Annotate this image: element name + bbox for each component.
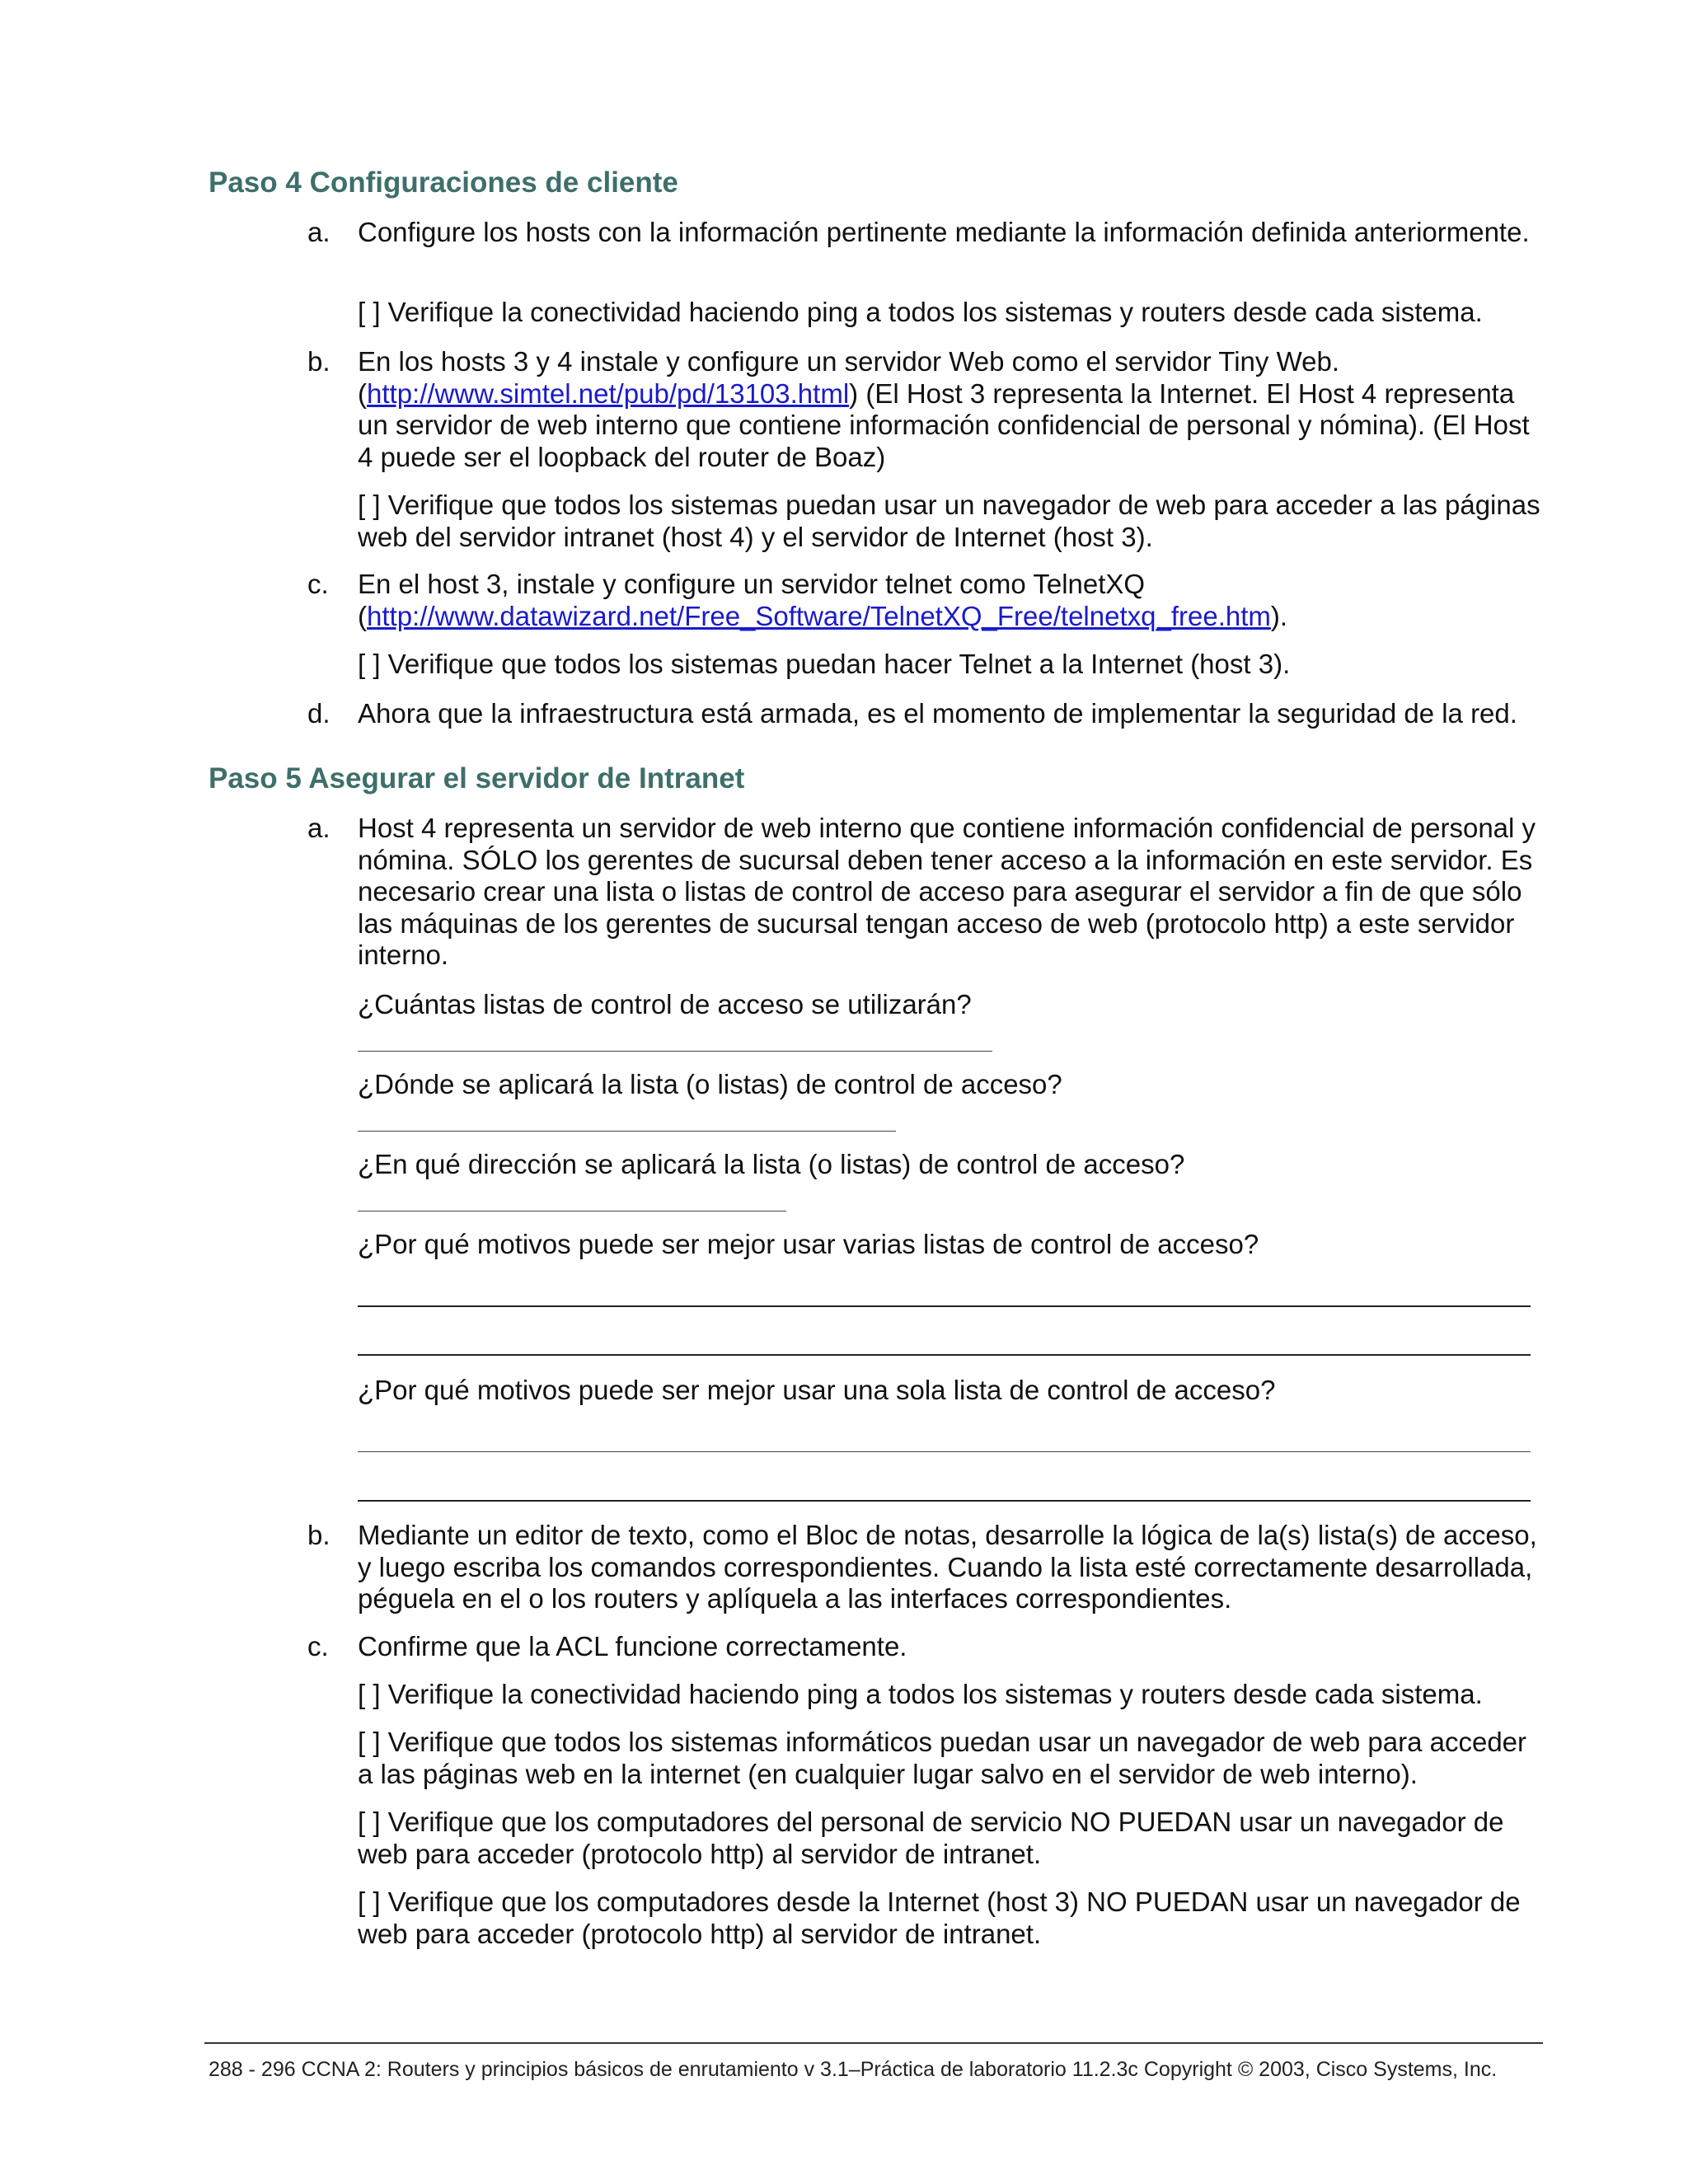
- answer-line[interactable]: [358, 1500, 1531, 1502]
- question-5: ¿Por qué motivos puede ser mejor usar una sola lista de control de acceso?: [358, 1375, 1276, 1405]
- item-text: Configure los hosts con la información pertinente mediante la información definida anteriormente.: [358, 217, 1530, 247]
- open-paren: (: [358, 377, 367, 409]
- check-item: [ ] Verifique la conectividad haciendo ping a todos los sistemas y routers desde cada sistema.: [358, 1679, 1483, 1709]
- item-text: Host 4 representa un servidor de web interno que contiene información confidencial de personal y nómina. SÓLO los gerentes de sucursal deben tener acceso a la información en este servidor. Es necesario crear una lista o listas de control de acceso para asegurar el servidor a fin de que sólo las máquinas de los gerentes de sucursal tengan acceso de web (protocolo http) a este servidor interno.: [358, 813, 1536, 970]
- answer-line[interactable]: [358, 1131, 896, 1132]
- datawizard-link[interactable]: http://www.datawizard.net/Free_Software/TelnetXQ_Free/telnetxq_free.htm: [367, 600, 1271, 631]
- answer-line[interactable]: [358, 1451, 1531, 1452]
- item-text: Ahora que la infraestructura está armada, es el momento de implementar la seguridad de la red.: [358, 698, 1517, 729]
- item-letter: a.: [307, 217, 331, 247]
- answer-line[interactable]: [358, 1211, 786, 1212]
- check-item: [ ] Verifique que todos los sistemas informáticos puedan usar un navegador de web para acceder a las páginas web en la internet (en cualquier lugar salvo en el servidor de web interno).: [358, 1727, 1527, 1789]
- item-letter: b.: [307, 346, 331, 377]
- item-letter: b.: [307, 1520, 331, 1550]
- question-4: ¿Por qué motivos puede ser mejor usar varias listas de control de acceso?: [358, 1229, 1259, 1259]
- step4-item-b: [307, 346, 1544, 473]
- item-letter: d.: [307, 698, 331, 729]
- question-1: ¿Cuántas listas de control de acceso se utilizarán?: [358, 989, 972, 1019]
- step4-heading: Paso 4 Configuraciones de cliente: [209, 166, 678, 199]
- item-letter: a.: [307, 813, 331, 843]
- check-item: [ ] Verifique que todos los sistemas puedan usar un navegador de web para acceder a las páginas web del servidor intranet (host 4) y el servidor de Internet (host 3).: [358, 490, 1540, 552]
- item-text-rest: [358, 601, 1544, 633]
- close-paren: ).: [1270, 600, 1288, 631]
- check-item: [ ] Verifique que los computadores desde la Internet (host 3) NO PUEDAN usar un navegador de web para acceder (protocolo http) al servidor de intranet.: [358, 1886, 1521, 1949]
- step4-item-c: [307, 569, 1544, 632]
- step4-item-a: [307, 217, 1544, 249]
- step4-item-d: [307, 698, 1544, 730]
- answer-line[interactable]: [358, 1051, 992, 1052]
- item-text: [358, 346, 1544, 473]
- step5-heading: Paso 5 Asegurar el servidor de Intranet: [209, 762, 745, 794]
- check-item: [ ] Verifique que los computadores del personal de servicio NO PUEDAN usar un navegador de web para acceder (protocolo http) al servidor de intranet.: [358, 1807, 1504, 1869]
- check-item: [ ] Verifique que todos los sistemas puedan hacer Telnet a la Internet (host 3).: [358, 649, 1291, 679]
- footer-divider: [204, 2042, 1543, 2044]
- item-text: [358, 569, 1544, 632]
- answer-line[interactable]: [358, 1305, 1531, 1307]
- item-text-line: En los hosts 3 y 4 instale y configure un servidor Web como el servidor Tiny Web.: [358, 346, 1339, 377]
- step5-item-c: [307, 1631, 1544, 1663]
- item-text-after-link: ) (El Host 3 representa la Internet. El Host 4 representa un servidor de web interno que contiene información confidencial de personal y nómina). (El Host 4 puede ser el loopback del router de Boaz): [358, 377, 1530, 472]
- simtel-link[interactable]: http://www.simtel.net/pub/pd/13103.html: [367, 377, 850, 409]
- item-text-line: En el host 3, instale y configure un servidor telnet como TelnetXQ: [358, 569, 1146, 599]
- item-letter: c.: [307, 569, 329, 599]
- item-text: Confirme que la ACL funcione correctamente.: [358, 1631, 907, 1661]
- answer-line[interactable]: [358, 1354, 1531, 1356]
- item-text-rest: [358, 378, 1544, 474]
- step5-item-a: [307, 813, 1544, 972]
- item-letter: c.: [307, 1631, 329, 1661]
- step5-item-b: [307, 1520, 1544, 1615]
- question-3: ¿En qué dirección se aplicará la lista (o listas) de control de acceso?: [358, 1149, 1185, 1179]
- page-footer: 288 - 296 CCNA 2: Routers y principios básicos de enrutamiento v 3.1–Práctica de laboratorio 11.2.3c Copyright © 2003, Cisco Systems, Inc.: [209, 2058, 1498, 2081]
- question-2: ¿Dónde se aplicará la lista (o listas) de control de acceso?: [358, 1069, 1062, 1099]
- check-item: [ ] Verifique la conectividad haciendo ping a todos los sistemas y routers desde cada sistema.: [358, 297, 1483, 327]
- open-paren: (: [358, 600, 367, 631]
- item-text: Mediante un editor de texto, como el Bloc de notas, desarrolle la lógica de la(s) lista(s) de acceso, y luego escriba los comandos correspondientes. Cuando la lista esté correctamente desarrollada, péguela en el o los routers y aplíquela a las interfaces correspondientes.: [358, 1520, 1537, 1614]
